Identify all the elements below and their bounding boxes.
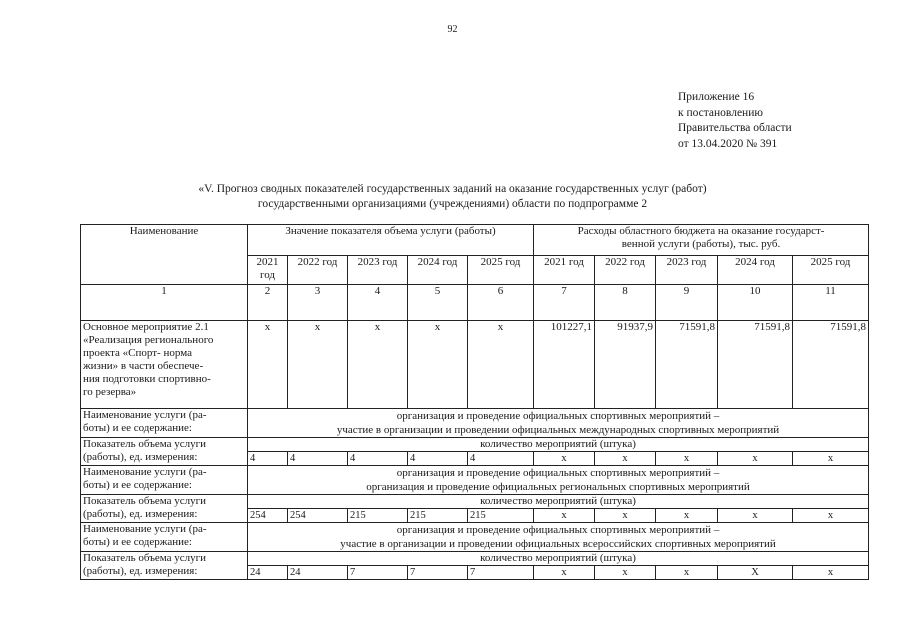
label-line: Показатель объема услуги xyxy=(83,552,207,564)
appendix-line: от 13.04.2020 № 391 xyxy=(678,137,778,150)
indicator-value: 215 xyxy=(468,509,534,523)
main-value: х xyxy=(468,321,534,409)
indicator-row xyxy=(81,495,869,509)
label-line: Показатель объема услуги xyxy=(83,495,207,507)
indicator-value: х xyxy=(534,509,595,523)
indicator-row xyxy=(81,552,869,566)
main-name-line: го резерва» xyxy=(83,386,137,398)
main-name-line: жизни» в части обеспече- xyxy=(83,360,204,372)
indicator-value: 4 xyxy=(348,452,408,466)
column-number: 8 xyxy=(595,285,656,321)
year-cell: 2025 год xyxy=(468,256,534,285)
indicator-unit: количество мероприятий (штука) xyxy=(248,552,869,566)
service-line: организация и проведение официальных спортивных мероприятий – xyxy=(396,467,720,479)
service-line: организация и проведение официальных региональных спортивных мероприятий xyxy=(366,481,750,493)
label-line: боты) и ее содержание: xyxy=(83,422,192,434)
service-line: организация и проведение официальных спортивных мероприятий – xyxy=(396,410,720,422)
indicator-row xyxy=(81,438,869,452)
header-name: Наименование xyxy=(81,225,248,285)
indicator-value: 4 xyxy=(288,452,348,466)
main-value: 101227,1 xyxy=(534,321,595,409)
column-number: 3 xyxy=(288,285,348,321)
label-line: (работы), ед. измерения: xyxy=(83,565,198,577)
header-expense-line: венной услуги (работы), тыс. руб. xyxy=(621,238,781,250)
indicator-value: 24 xyxy=(248,566,288,580)
indicator-value: х xyxy=(656,566,718,580)
appendix-line: Приложение 16 xyxy=(678,91,755,103)
indicator-label xyxy=(81,495,248,523)
indicator-value: х xyxy=(534,452,595,466)
main-name-line: ния подготовки спортивно- xyxy=(83,373,211,385)
service-row xyxy=(81,409,869,438)
year-cell: 2023 год xyxy=(348,256,408,285)
main-name-line: «Реализация регионального xyxy=(83,334,214,346)
forecast-table xyxy=(80,224,869,580)
indicator-value: х xyxy=(793,566,869,580)
label-line: (работы), ед. измерения: xyxy=(83,508,198,520)
header-value: Значение показателя объема услуги (работы) xyxy=(248,225,534,256)
indicator-value: 4 xyxy=(248,452,288,466)
label-line: Наименование услуги (ра- xyxy=(83,409,207,421)
appendix-line: Правительства области xyxy=(678,122,792,134)
main-value: х xyxy=(348,321,408,409)
year-cell: 2024 год xyxy=(408,256,468,285)
indicator-value: х xyxy=(718,452,793,466)
indicator-value: х xyxy=(656,509,718,523)
header-expense xyxy=(534,225,869,256)
indicator-value: 4 xyxy=(468,452,534,466)
column-number: 1 xyxy=(81,285,248,321)
main-value: 71591,8 xyxy=(718,321,793,409)
indicator-value: х xyxy=(718,509,793,523)
service-content xyxy=(248,466,869,495)
service-label xyxy=(81,466,248,495)
service-line: участие в организации и проведении официальных всероссийских спортивных мероприятий xyxy=(340,538,776,550)
indicator-value: х xyxy=(595,509,656,523)
main-value: х xyxy=(288,321,348,409)
indicator-value: х xyxy=(656,452,718,466)
column-number: 6 xyxy=(468,285,534,321)
indicator-value: 215 xyxy=(348,509,408,523)
main-name-line: проекта «Спорт- норма xyxy=(83,347,192,359)
indicator-value: 7 xyxy=(348,566,408,580)
indicator-value: 215 xyxy=(408,509,468,523)
service-label xyxy=(81,409,248,438)
year-cell: 2025 год xyxy=(793,256,869,285)
service-content xyxy=(248,523,869,552)
indicator-value: х xyxy=(534,566,595,580)
main-value: 71591,8 xyxy=(793,321,869,409)
service-line: организация и проведение официальных спортивных мероприятий – xyxy=(396,524,720,536)
indicator-value: 254 xyxy=(248,509,288,523)
appendix-block xyxy=(678,90,792,152)
indicator-value: х xyxy=(595,452,656,466)
year-cell: 2021 год xyxy=(534,256,595,285)
column-number: 4 xyxy=(348,285,408,321)
column-number: 7 xyxy=(534,285,595,321)
indicator-unit: количество мероприятий (штука) xyxy=(248,495,869,509)
column-number: 11 xyxy=(793,285,869,321)
main-value: 71591,8 xyxy=(656,321,718,409)
indicator-label xyxy=(81,552,248,580)
main-name-line: Основное мероприятие 2.1 xyxy=(83,321,209,333)
indicator-value: х xyxy=(793,509,869,523)
indicator-value: 7 xyxy=(468,566,534,580)
year-cell: 2022 год xyxy=(595,256,656,285)
service-row xyxy=(81,466,869,495)
indicator-label xyxy=(81,438,248,466)
header-row xyxy=(81,225,869,256)
service-row xyxy=(81,523,869,552)
column-number: 5 xyxy=(408,285,468,321)
service-label xyxy=(81,523,248,552)
main-value: х xyxy=(248,321,288,409)
indicator-value: 4 xyxy=(408,452,468,466)
indicator-value: х xyxy=(793,452,869,466)
indicator-value: 7 xyxy=(408,566,468,580)
year-cell: 2023 год xyxy=(656,256,718,285)
header-expense-line: Расходы областного бюджета на оказание государст- xyxy=(577,225,825,237)
label-line: (работы), ед. измерения: xyxy=(83,451,198,463)
indicator-value: 254 xyxy=(288,509,348,523)
main-value: 91937,9 xyxy=(595,321,656,409)
column-number: 2 xyxy=(248,285,288,321)
year-cell: 2024 год xyxy=(718,256,793,285)
indicator-value: Х xyxy=(718,566,793,580)
title-line: «V. Прогноз сводных показателей государственных заданий на оказание государственных услуг (работ) xyxy=(198,183,707,195)
column-number: 9 xyxy=(656,285,718,321)
main-activity-row xyxy=(81,321,869,409)
column-number-row xyxy=(81,285,869,321)
indicator-value: 24 xyxy=(288,566,348,580)
indicator-value: х xyxy=(595,566,656,580)
appendix-line: к постановлению xyxy=(678,106,763,119)
label-line: боты) и ее содержание: xyxy=(83,536,192,548)
column-number: 10 xyxy=(718,285,793,321)
main-activity-name xyxy=(81,321,248,409)
label-line: Наименование услуги (ра- xyxy=(83,466,207,478)
label-line: Показатель объема услуги xyxy=(83,438,207,450)
year-cell: 2022 год xyxy=(288,256,348,285)
year-cell: 2021 год xyxy=(248,256,288,285)
document-title xyxy=(80,182,825,212)
label-line: Наименование услуги (ра- xyxy=(83,523,207,535)
service-line: участие в организации и проведении официальных международных спортивных мероприятий xyxy=(336,424,780,436)
indicator-unit: количество мероприятий (штука) xyxy=(248,438,869,452)
title-line: государственными организациями (учреждениями) области по подпрограмме 2 xyxy=(257,198,648,210)
service-content xyxy=(248,409,869,438)
page-number: 92 xyxy=(447,24,458,35)
label-line: боты) и ее содержание: xyxy=(83,479,192,491)
main-value: х xyxy=(408,321,468,409)
